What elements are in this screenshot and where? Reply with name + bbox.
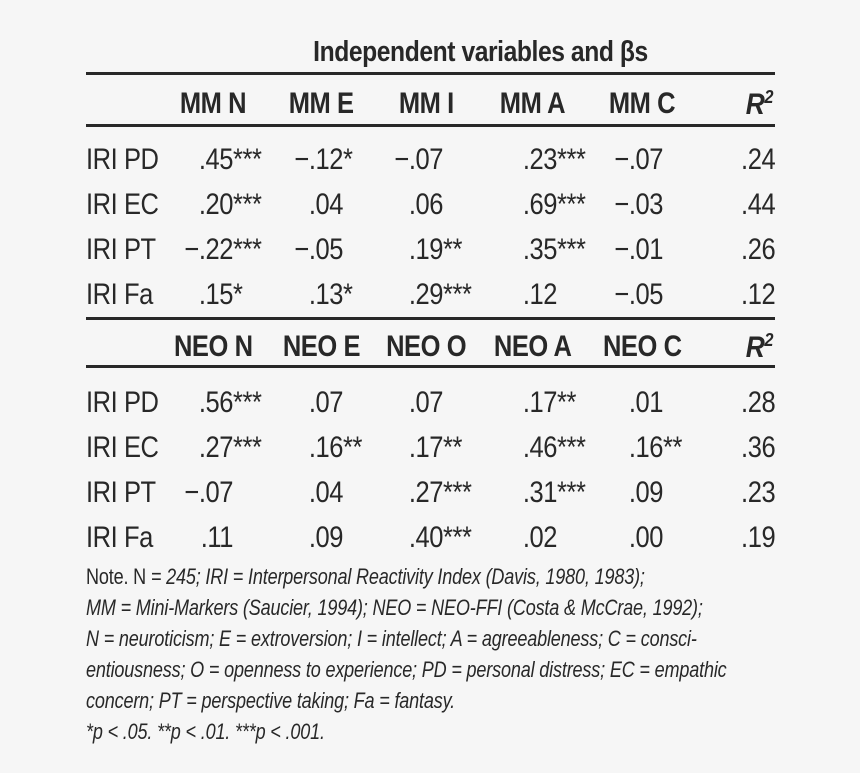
row-label-text: IRI PD — [86, 142, 159, 176]
column-header — [590, 332, 696, 362]
significance-stars — [557, 523, 586, 553]
horizontal-rule — [86, 365, 775, 368]
row-label — [86, 232, 160, 266]
beta-cell — [477, 430, 591, 464]
beta-cell — [591, 232, 697, 266]
note-line — [86, 561, 709, 592]
row-label-text: IRI Fa — [86, 277, 153, 311]
r-squared-value: .44 — [740, 187, 775, 221]
beta-value: .17 — [522, 385, 557, 419]
beta-cell — [267, 232, 377, 266]
column-header-label: NEO C — [603, 330, 682, 363]
beta-cell — [477, 232, 591, 266]
beta-cell — [477, 142, 591, 176]
r-squared-value: .28 — [740, 385, 775, 419]
column-header-label: NEO N — [173, 330, 253, 363]
beta-cell — [477, 475, 591, 509]
r-squared-cell — [697, 232, 775, 266]
r-squared-cell — [697, 187, 775, 221]
beta-cell — [267, 475, 377, 509]
beta-cell — [477, 277, 591, 311]
beta-cell — [377, 142, 477, 176]
beta-value: −.22 — [184, 232, 233, 266]
beta-cell — [160, 232, 267, 266]
table-row — [86, 272, 775, 317]
significance-stars — [663, 523, 692, 553]
column-header-label: MM N — [179, 87, 247, 120]
column-header — [266, 89, 376, 119]
beta-value: .29 — [408, 277, 443, 311]
beta-value: .69 — [522, 187, 557, 221]
column-header-label: NEO A — [493, 330, 572, 363]
beta-cell — [160, 187, 267, 221]
r-squared-cell — [697, 385, 775, 419]
beta-cell — [477, 187, 591, 221]
table-row — [86, 470, 775, 515]
note-line: N = neuroticism; E = extroversion; I = intellect; A = agreeableness; C = consci- — [86, 626, 697, 651]
beta-value: .46 — [522, 430, 557, 464]
beta-value: .23 — [522, 142, 557, 176]
significance-stars: *** — [557, 187, 586, 221]
significance-stars — [443, 190, 472, 220]
significance-stars — [443, 145, 472, 175]
beta-value: .07 — [408, 385, 443, 419]
r-squared-cell — [697, 142, 775, 176]
significance-stars: *** — [557, 142, 586, 176]
beta-value: −.05 — [294, 232, 343, 266]
row-label — [86, 385, 160, 419]
r-squared-value: .23 — [740, 475, 775, 509]
beta-value: .19 — [408, 232, 443, 266]
beta-value: .06 — [408, 187, 443, 221]
beta-value: .01 — [628, 385, 663, 419]
row-label-text: IRI Fa — [86, 520, 153, 554]
column-header — [160, 332, 267, 362]
beta-value: −.07 — [614, 142, 663, 176]
significance-stars: * — [233, 277, 243, 311]
beta-cell — [377, 232, 477, 266]
column-header-label: MM E — [288, 87, 354, 120]
significance-note: *p < .05. **p < .01. ***p < .001. — [86, 719, 325, 744]
significance-stars — [343, 523, 372, 553]
r-squared-header — [695, 331, 775, 363]
table-row — [86, 425, 775, 470]
row-label-text: IRI PT — [86, 475, 156, 509]
significance-stars — [233, 523, 262, 553]
significance-stars: *** — [557, 475, 586, 509]
beta-value: .31 — [522, 475, 557, 509]
beta-cell — [267, 430, 377, 464]
significance-stars — [343, 190, 372, 220]
significance-stars — [663, 235, 692, 265]
significance-stars: *** — [233, 142, 262, 176]
column-header — [376, 332, 476, 362]
beta-value: .16 — [628, 430, 663, 464]
beta-cell — [160, 277, 267, 311]
beta-cell — [377, 430, 477, 464]
beta-value: .11 — [200, 520, 233, 554]
note-line: entiousness; O = openness to experience; PD = personal distress; EC = empathic — [86, 657, 727, 682]
r-squared-cell — [697, 277, 775, 311]
beta-cell — [160, 475, 267, 509]
row-label-text: IRI EC — [86, 187, 159, 221]
beta-cell — [377, 385, 477, 419]
column-header-label: MM C — [609, 87, 676, 120]
significance-stars — [663, 388, 692, 418]
beta-value: .27 — [198, 430, 233, 464]
beta-value: .45 — [198, 142, 233, 176]
table-row — [86, 515, 775, 560]
r-squared-cell — [697, 520, 775, 554]
beta-cell — [377, 520, 477, 554]
beta-cell — [377, 277, 477, 311]
significance-stars — [663, 478, 692, 508]
row-label — [86, 520, 160, 554]
r-squared-value: .19 — [740, 520, 775, 554]
row-label-text: IRI PT — [86, 232, 156, 266]
r-squared-cell — [697, 475, 775, 509]
beta-cell — [591, 187, 697, 221]
significance-stars — [557, 280, 586, 310]
note-text: = 245; IRI = Interpersonal Reactivity Index (Davis, 1980, 1983); — [146, 564, 645, 589]
beta-cell — [591, 142, 697, 176]
r-squared-value: .24 — [740, 142, 775, 176]
beta-value: −.05 — [614, 277, 663, 311]
significance-stars — [663, 190, 692, 220]
beta-value: .40 — [408, 520, 443, 554]
beta-cell — [591, 385, 697, 419]
r-squared-value: .12 — [740, 277, 775, 311]
table-row — [86, 227, 775, 272]
column-header-label: MM I — [398, 87, 454, 120]
header-row-neo — [86, 328, 775, 366]
beta-value: .56 — [198, 385, 233, 419]
r-squared-header — [695, 88, 775, 120]
beta-cell — [377, 475, 477, 509]
column-header-label: NEO E — [282, 330, 360, 363]
beta-value: .16 — [308, 430, 343, 464]
beta-cell — [591, 475, 697, 509]
beta-cell — [267, 277, 377, 311]
beta-cell — [267, 385, 377, 419]
significance-stars — [443, 388, 472, 418]
significance-stars: *** — [443, 277, 472, 311]
r-squared-value: .36 — [740, 430, 775, 464]
significance-stars: ** — [663, 430, 683, 464]
column-header — [160, 89, 267, 119]
note-line: MM = Mini-Markers (Saucier, 1994); NEO = NEO-FFI (Costa & McCrae, 1992); — [86, 595, 703, 620]
beta-value: −.07 — [184, 475, 233, 509]
beta-value: .09 — [308, 520, 343, 554]
row-label-text: IRI EC — [86, 430, 159, 464]
significance-stars — [343, 478, 372, 508]
note-line: concern; PT = perspective taking; Fa = fantasy. — [86, 688, 455, 713]
beta-cell — [477, 520, 591, 554]
beta-cell — [267, 142, 377, 176]
significance-stars: *** — [443, 475, 472, 509]
beta-value: .20 — [198, 187, 233, 221]
beta-value: .00 — [628, 520, 663, 554]
beta-value: .35 — [522, 232, 557, 266]
significance-stars: *** — [557, 430, 586, 464]
table-row — [86, 182, 775, 227]
beta-cell — [377, 187, 477, 221]
table-row — [86, 137, 775, 182]
significance-stars: * — [343, 142, 353, 176]
beta-value: .27 — [408, 475, 443, 509]
significance-stars: *** — [443, 520, 472, 554]
beta-value: .13 — [308, 277, 343, 311]
significance-stars: *** — [233, 232, 262, 266]
row-label-text: IRI PD — [86, 385, 159, 419]
beta-cell — [160, 385, 267, 419]
row-label — [86, 142, 160, 176]
significance-stars: *** — [557, 232, 586, 266]
beta-value: .17 — [408, 430, 443, 464]
table-note — [86, 561, 846, 747]
significance-stars: ** — [557, 385, 577, 419]
column-header — [476, 332, 590, 362]
significance-stars — [343, 235, 372, 265]
significance-stars — [343, 388, 372, 418]
beta-value: .15 — [198, 277, 233, 311]
column-header — [376, 89, 476, 119]
row-label — [86, 187, 160, 221]
significance-stars — [663, 145, 692, 175]
beta-cell — [477, 385, 591, 419]
r-squared-header-label: $R^2$ — [745, 329, 773, 364]
significance-stars: * — [343, 277, 353, 311]
beta-cell — [591, 277, 697, 311]
significance-stars: ** — [343, 430, 363, 464]
row-label — [86, 475, 160, 509]
beta-value: .09 — [628, 475, 663, 509]
beta-value: .02 — [522, 520, 557, 554]
beta-value: .12 — [522, 277, 557, 311]
r-squared-value: .26 — [740, 232, 775, 266]
beta-cell — [591, 520, 697, 554]
table-row — [86, 380, 775, 425]
significance-stars: *** — [233, 187, 262, 221]
beta-cell — [267, 187, 377, 221]
significance-stars — [233, 478, 262, 508]
beta-value: .04 — [308, 187, 343, 221]
row-label — [86, 277, 160, 311]
beta-value: .04 — [308, 475, 343, 509]
beta-value: −.01 — [614, 232, 663, 266]
column-header — [476, 89, 590, 119]
row-label — [86, 430, 160, 464]
significance-stars — [663, 280, 692, 310]
table-title: Independent variables and βs — [313, 36, 648, 68]
beta-cell — [160, 430, 267, 464]
r-squared-header-label: $R^2$ — [745, 86, 773, 121]
horizontal-rule-top — [86, 72, 775, 75]
column-header-label: NEO O — [385, 330, 467, 363]
column-header — [590, 89, 696, 119]
beta-value: .07 — [308, 385, 343, 419]
column-header-label: MM A — [500, 87, 566, 120]
significance-stars: ** — [443, 232, 463, 266]
significance-stars: *** — [233, 385, 262, 419]
beta-cell — [160, 142, 267, 176]
beta-cell — [267, 520, 377, 554]
column-header — [266, 332, 376, 362]
significance-stars: ** — [443, 430, 463, 464]
note-lead: Note. N — [86, 564, 147, 589]
beta-value: −.12 — [294, 142, 343, 176]
beta-value: −.07 — [394, 142, 443, 176]
horizontal-rule — [86, 124, 775, 127]
r-squared-cell — [697, 430, 775, 464]
horizontal-rule — [86, 317, 775, 320]
beta-cell — [591, 430, 697, 464]
beta-value: −.03 — [614, 187, 663, 221]
beta-cell — [160, 520, 267, 554]
significance-stars: *** — [233, 430, 262, 464]
header-row-mm — [86, 85, 775, 123]
